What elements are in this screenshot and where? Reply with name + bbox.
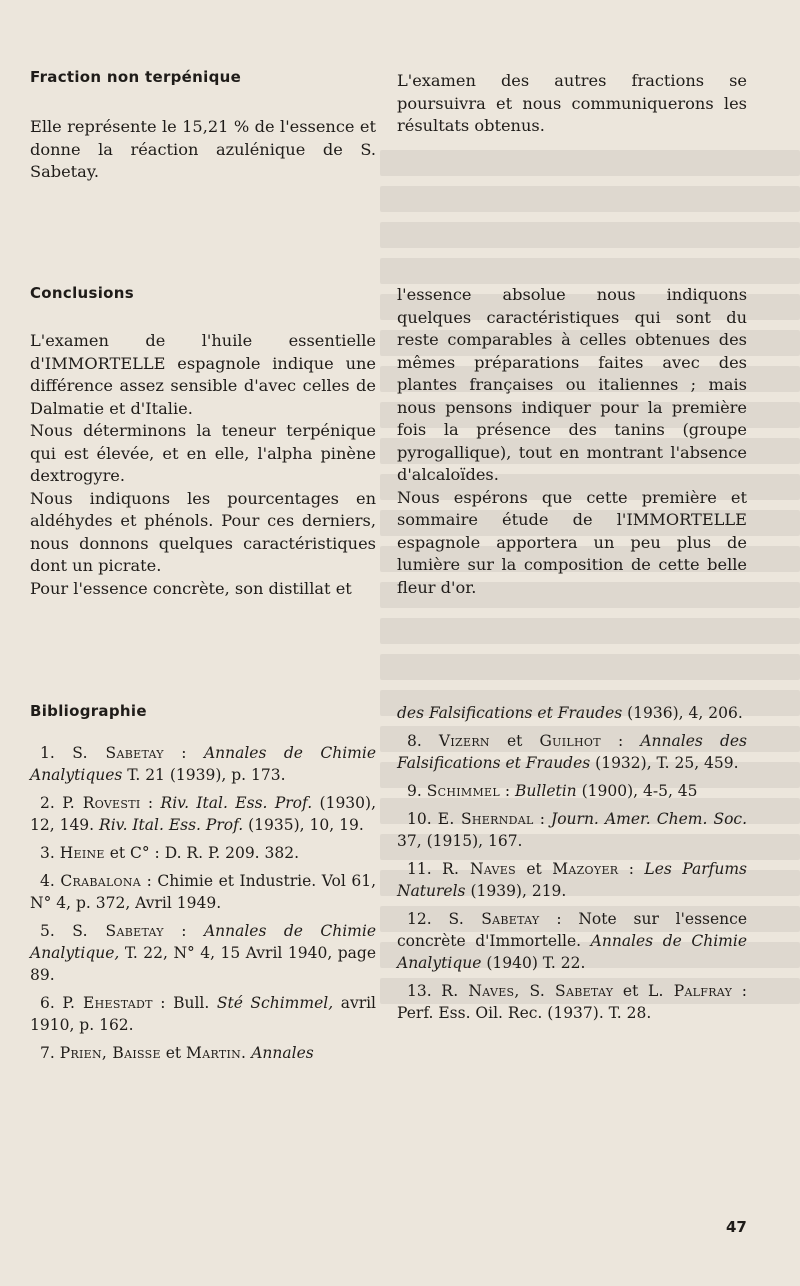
entry-author: Schimmel [426,782,500,800]
entry-text: (1936), 4, 206. [622,704,743,722]
entry-title: Bulletin [515,782,577,800]
entry-text: : Bull. [152,994,217,1012]
bibliography-entry [30,870,376,914]
fraction-right-text: L'examen des autres fractions se poursuivra et nous communiquerons les résultats obtenus. [397,71,747,135]
entry-number: 2. [40,794,63,812]
entry-author: S. Sabetay [448,910,540,928]
entry-title: Sté Schimmel, [216,994,334,1012]
entry-number: 7. [40,1044,60,1062]
bibliography-left-column [30,742,376,1070]
entry-author: P. Rovesti [62,794,141,812]
entry-number: 3. [40,844,60,862]
entry-author: R. Naves, S. Sabetay [441,982,614,1000]
entry-number: 12. [407,910,449,928]
entry-author: Guilhot [539,732,601,750]
entry-title: Annales de Chimie Analytique [397,932,747,972]
entry-author: Heine [59,844,105,862]
bibliography-entry [397,780,747,802]
entry-author: P. Ehestadt [62,994,153,1012]
bibliography-entry [30,992,376,1036]
entry-text: : [618,860,645,878]
conclusions-paragraph: Nous indiquons les pourcentages en aldéhydes et phénols. Pour ces derniers, nous donnons quelques caractéristiques dont un picrate. [30,488,376,575]
entry-text: et C° : D. R. P. 209. 382. [104,844,300,862]
bibliography-entry [30,742,376,786]
entry-text: et [515,860,553,878]
conclusions-paragraph: L'examen de l'huile essentielle d'IMMORTELLE espagnole indique une différence assez sensible d'avec celles de Dalmatie et d'Italie. [30,331,376,418]
entry-title: Les Parfums Naturels [397,860,748,900]
entry-title: Riv. Ital. Ess. Prof. [160,794,313,812]
entry-number: 13. [407,982,442,1000]
entry-text: et [613,982,648,1000]
bibliography-entry [397,908,747,974]
page-number: 47 [726,1218,747,1236]
entry-text: et [160,1044,187,1062]
entry-number: 11. [407,860,443,878]
entry-title: Annales de Chimie Analytique, [30,922,377,962]
conclusions-paragraph: l'essence absolue nous indiquons quelques caractéristiques qui sont du reste comparables à celles obtenues des mêmes préparations faites avec des plantes françaises ou italiennes ; mais nous pensons indiquer pour la première fois la présence des tanins (groupe pyrogallique), tout en montrant l'absence d'alcaloïdes. [397,285,747,484]
entry-author: L. Palfray [647,982,733,1000]
entry-text: (1940) T. 22. [481,954,586,972]
entry-text: : [499,782,516,800]
entry-title: Annales [251,1044,314,1062]
entry-text: : [163,922,204,940]
entry-text: : [533,810,552,828]
entry-author: Martin. [186,1044,247,1062]
entry-text: T. 21 (1939), p. 173. [122,766,286,784]
entry-text: (1930), 12, 149. [30,794,377,834]
conclusions-left-column [30,330,376,600]
entry-number: 9. [407,782,427,800]
entry-text: : Perf. Ess. Oil. Rec. (1937). T. 28. [397,982,748,1022]
entry-text: : Note sur l'essence concrète d'Immortelle. [397,910,747,950]
entry-title: Annales des Falsifications et Fraudes [397,732,748,772]
bibliography-right-column [397,702,747,1030]
section-heading-fraction: Fraction non terpénique [30,68,242,86]
entry-text: (1932), T. 25, 459. [590,754,739,772]
conclusions-paragraph: Nous déterminons la teneur terpénique qui est élevée, et en elle, l'alpha pinène dextrogyre. [30,421,376,485]
entry-number: 5. [40,922,73,940]
entry-author: R. Naves [442,860,516,878]
bibliography-entry [397,730,747,774]
conclusions-right-column [397,284,747,599]
entry-author: S. Sabetay [72,922,164,940]
entry-number: 6. [40,994,63,1012]
bibliography-entry [397,702,747,724]
entry-title: des Falsifications et Fraudes [397,704,623,722]
entry-text: (1939), 219. [465,882,567,900]
bibliography-entry [30,920,376,986]
conclusions-paragraph: Pour l'essence concrète, son distillat et [30,578,352,598]
section-heading-bibliography: Bibliographie [30,702,147,720]
fraction-left-text: Elle représente le 15,21 % de l'essence et donne la réaction azulénique de S. Sabetay. [30,117,376,181]
entry-text: (1935), 10, 19. [243,816,364,834]
bibliography-entry [397,858,747,902]
entry-number: 8. [407,732,439,750]
entry-text: avril 1910, p. 162. [30,994,377,1034]
bibliography-entry [397,980,747,1024]
entry-number: 1. [40,744,73,762]
entry-text: : [600,732,641,750]
entry-author: Vizern [438,732,490,750]
entry-text: : [140,794,161,812]
entry-number: 10. [407,810,438,828]
entry-text: 37, (1915), 167. [397,832,523,850]
entry-title: Annales de Chimie Analytiques [30,744,377,784]
entry-author: Prien, Baisse [59,1044,161,1062]
entry-text: et [489,732,540,750]
bibliography-entry [30,842,376,864]
entry-author: Crabalona [60,872,142,890]
entry-text: T. 22, N° 4, 15 Avril 1940, page 89. [30,944,376,984]
entry-text: (1900), 4-5, 45 [576,782,698,800]
conclusions-paragraph: Nous espérons que cette première et sommaire étude de l'IMMORTELLE espagnole apportera un peu plus de lumière sur la composition de cette belle fleur d'or. [397,487,747,597]
entry-title: Journ. Amer. Chem. Soc. [551,810,748,828]
entry-author: E. Sherndal [437,810,534,828]
entry-text: : [163,744,204,762]
entry-number: 4. [40,872,61,890]
entry-text: : Chimie et Industrie. Vol 61, N° 4, p. 372, Avril 1949. [30,872,376,912]
entry-author: Mazoyer [552,860,619,878]
bibliography-entry [397,808,747,852]
section-heading-conclusions: Conclusions [30,284,134,302]
bibliography-entry [30,792,376,836]
entry-author: S. Sabetay [72,744,164,762]
bibliography-entry [30,1042,376,1064]
entry-title: Riv. Ital. Ess. Prof. [99,816,244,834]
